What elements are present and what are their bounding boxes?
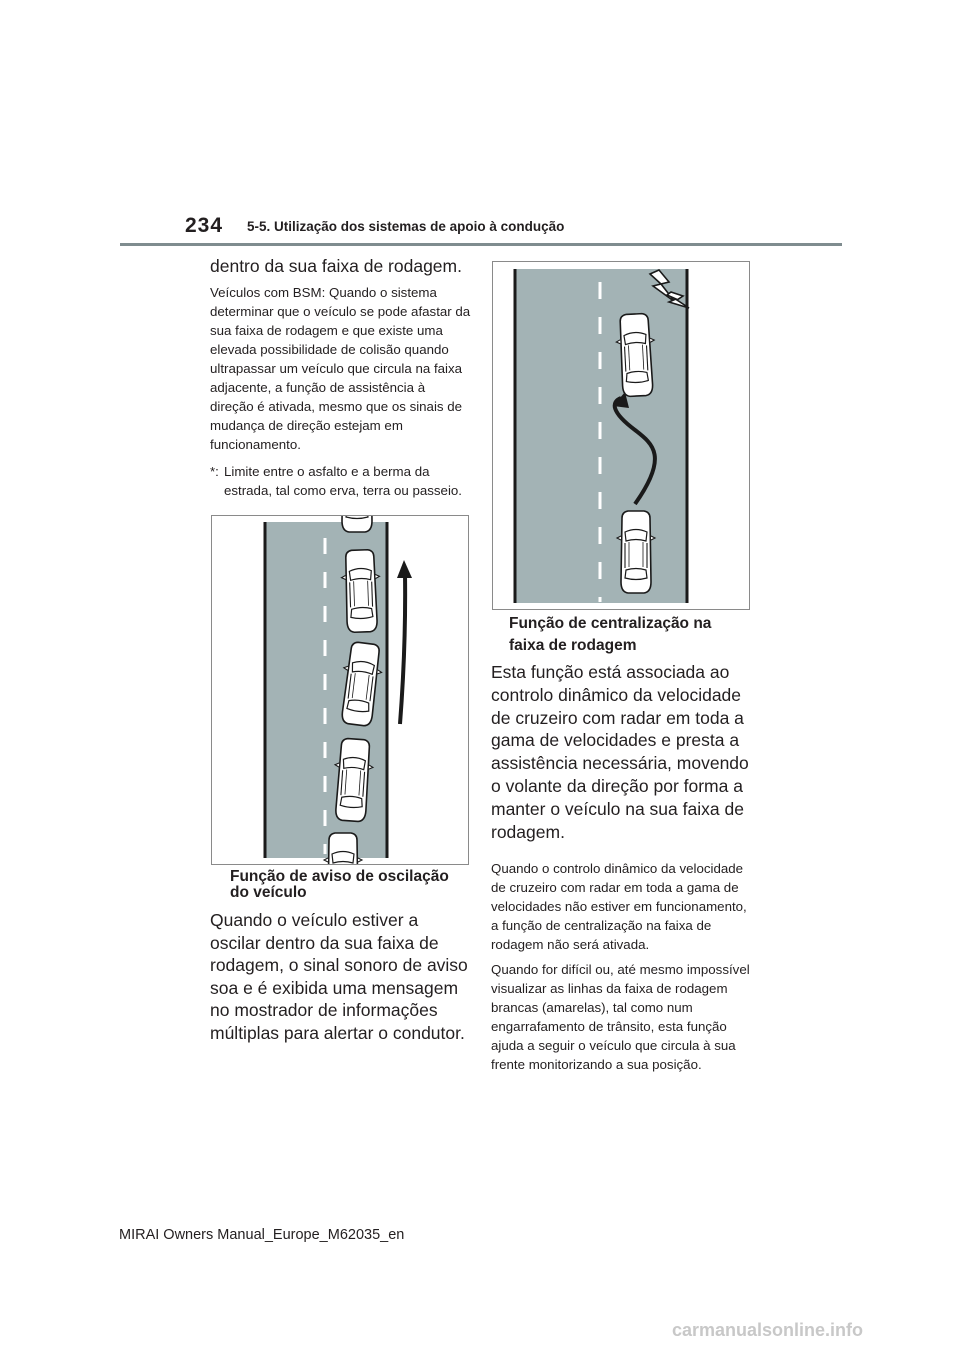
- footnote-mark: *:: [210, 464, 219, 479]
- right-figure-caption-wrap: [491, 613, 753, 657]
- car-icon: [338, 516, 376, 532]
- header-rule: [120, 243, 842, 246]
- right-column: [491, 661, 753, 1074]
- bsm-note: Veículos com BSM: Quando o sistema determinar que o veículo se pode afastar da sua faixa de rodagem e que existe uma elevada possibilidade de colisão quando ultrapassar um veículo que circula na faixa adjacente, a função de assistência à direção é ativada, mesmo que os sinais de mudança de direção estejam em funcionamento.: [210, 285, 471, 452]
- car-icon: [324, 833, 362, 864]
- page-number: 234: [185, 214, 224, 237]
- left-figure-caption-wrap: [230, 869, 470, 901]
- right-body-text: Esta função está associada ao controlo dinâmico da velocidade de cruzeiro com radar em toda a gama de velocidades e presta a assistência necessária, movendo o volante da direção por forma a manter o veículo na sua faixa de rodagem.: [491, 662, 749, 842]
- car-icon: [617, 511, 655, 593]
- lead-text: dentro da sua faixa de rodagem.: [210, 256, 462, 276]
- arrowhead-icon: [397, 560, 412, 578]
- left-body-wrap: [210, 909, 472, 1044]
- left-column: [210, 254, 472, 500]
- footnote-text: Limite entre o asfalto e a berma da estrada, tal como erva, terra ou passeio.: [224, 464, 462, 498]
- lane-centering-illustration: [493, 262, 749, 609]
- watermark: carmanualsonline.info: [672, 1320, 864, 1340]
- sway-warning-illustration: [212, 516, 468, 864]
- arrow-icon: [400, 574, 405, 724]
- right-note-2: Quando for difícil ou, até mesmo impossível visualizar as linhas da faixa de rodagem brancas (amarelas), tal como num engarrafamento de trânsito, esta função ajuda a seguir o veículo que circula à sua frente monitorizando a sua posição.: [491, 962, 750, 1073]
- left-body-text: Quando o veículo estiver a oscilar dentro da sua faixa de rodagem, o sinal sonoro de aviso soa e é exibida uma mensagem no mostrador de informações múltiplas para alertar o condutor.: [210, 910, 468, 1043]
- figure-sway-warning: [211, 515, 469, 865]
- footer-manual-id: MIRAI Owners Manual_Europe_M62035_en: [119, 1227, 405, 1243]
- figure-lane-centering: [492, 261, 750, 610]
- right-note-1: Quando o controlo dinâmico da velocidade de cruzeiro com radar em toda a gama de velocidades não estiver em funcionamento, a função de centralização na faixa de rodagem não será ativada.: [491, 861, 747, 953]
- right-figure-caption: Função de centralização na faixa de rodagem: [509, 615, 712, 654]
- section-title: 5-5. Utilização dos sistemas de apoio à condução: [247, 219, 565, 234]
- footnote: [210, 462, 472, 500]
- left-figure-caption: Função de aviso de oscilação do veículo: [230, 868, 449, 901]
